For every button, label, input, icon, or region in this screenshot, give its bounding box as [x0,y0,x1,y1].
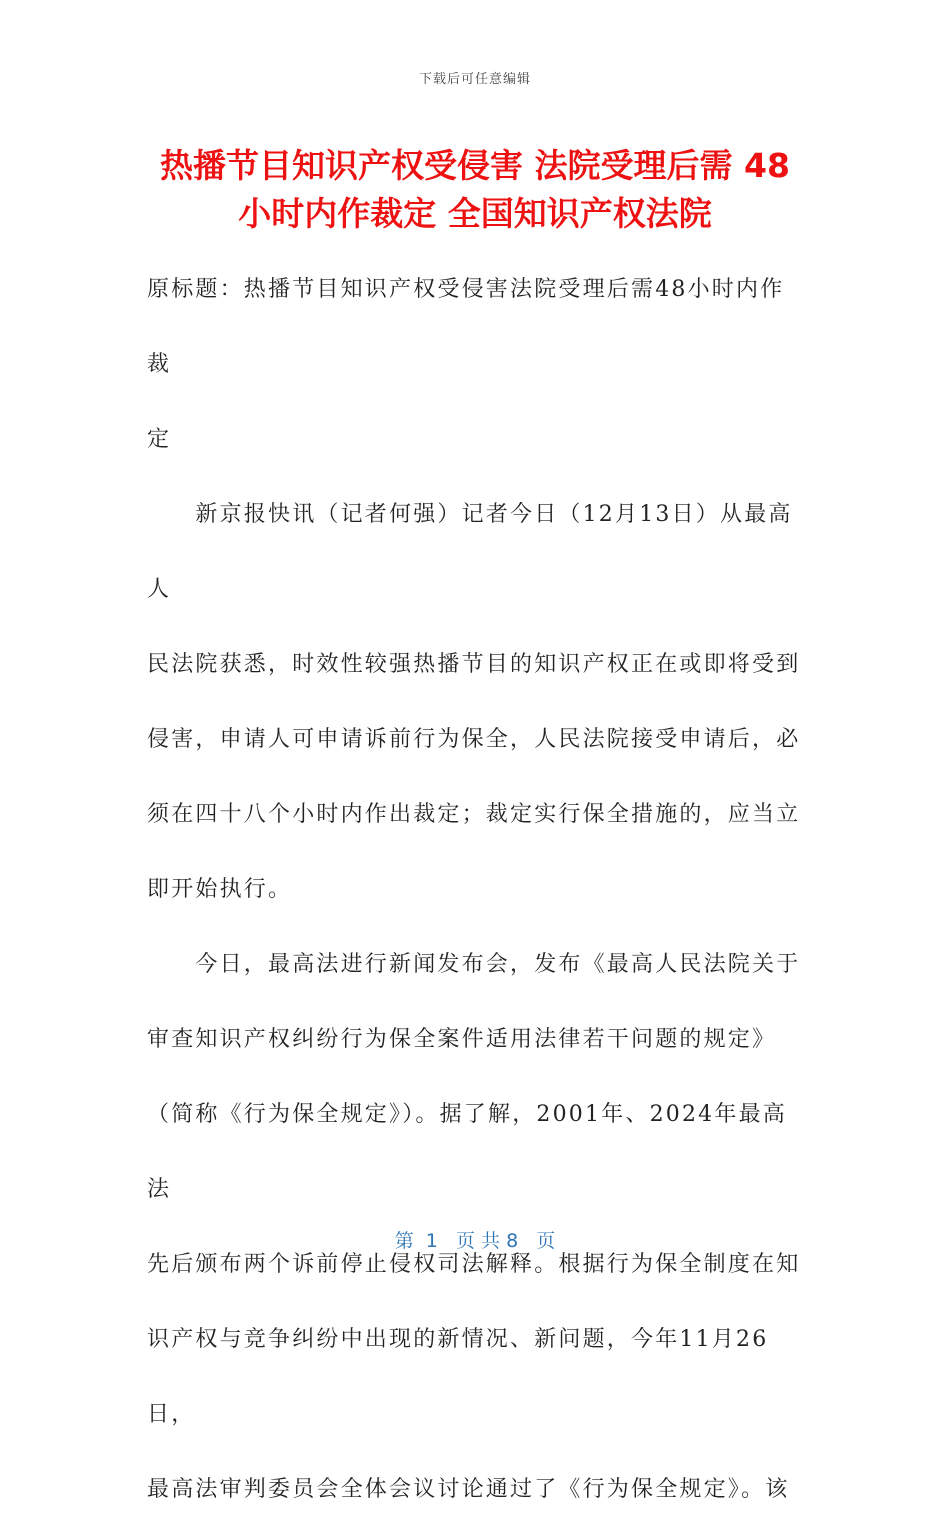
title-line-2: 小时内作裁定 全国知识产权法院 [238,194,712,233]
body-line: 定 [147,427,172,452]
body-line: 识产权与竞争纠纷中出现的新情况、新问题，今年11月26日， [147,1327,769,1427]
body-line: 最高法审判委员会全体会议讨论通过了《行为保全规定》。该 [147,1477,790,1502]
body-line: 侵害，申请人可申请诉前行为保全，人民法院接受申请后，必 [147,727,801,752]
article-title [100,142,850,238]
body-line: 先后颁布两个诉前停止侵权司法解释。根据行为保全制度在知 [147,1252,801,1277]
page-number: 第 1 页 共 8 页 [394,1230,556,1252]
body-line: 即开始执行。 [147,877,293,902]
body-line: （简称《行为保全规定》）。据了解，2001年、2024年最高法 [147,1102,787,1202]
article-body [147,252,807,1527]
body-line: 今日，最高法进行新闻发布会，发布《最高人民法院关于 [147,952,801,977]
header-note: 下载后可任意编辑 [418,72,531,87]
title-line-1: 热播节目知识产权受侵害 法院受理后需 48 [160,146,790,185]
body-line: 新京报快讯（记者何强）记者今日（12月13日）从最高人 [147,502,793,602]
body-line: 须在四十八个小时内作出裁定；裁定实行保全措施的，应当立 [147,802,801,827]
body-line: 民法院获悉，时效性较强热播节目的知识产权正在或即将受到 [147,652,801,677]
body-line: 审查知识产权纠纷行为保全案件适用法律若干问题的规定》 [147,1027,777,1052]
body-line: 原标题：热播节目知识产权受侵害法院受理后需48小时内作裁 [147,277,785,377]
